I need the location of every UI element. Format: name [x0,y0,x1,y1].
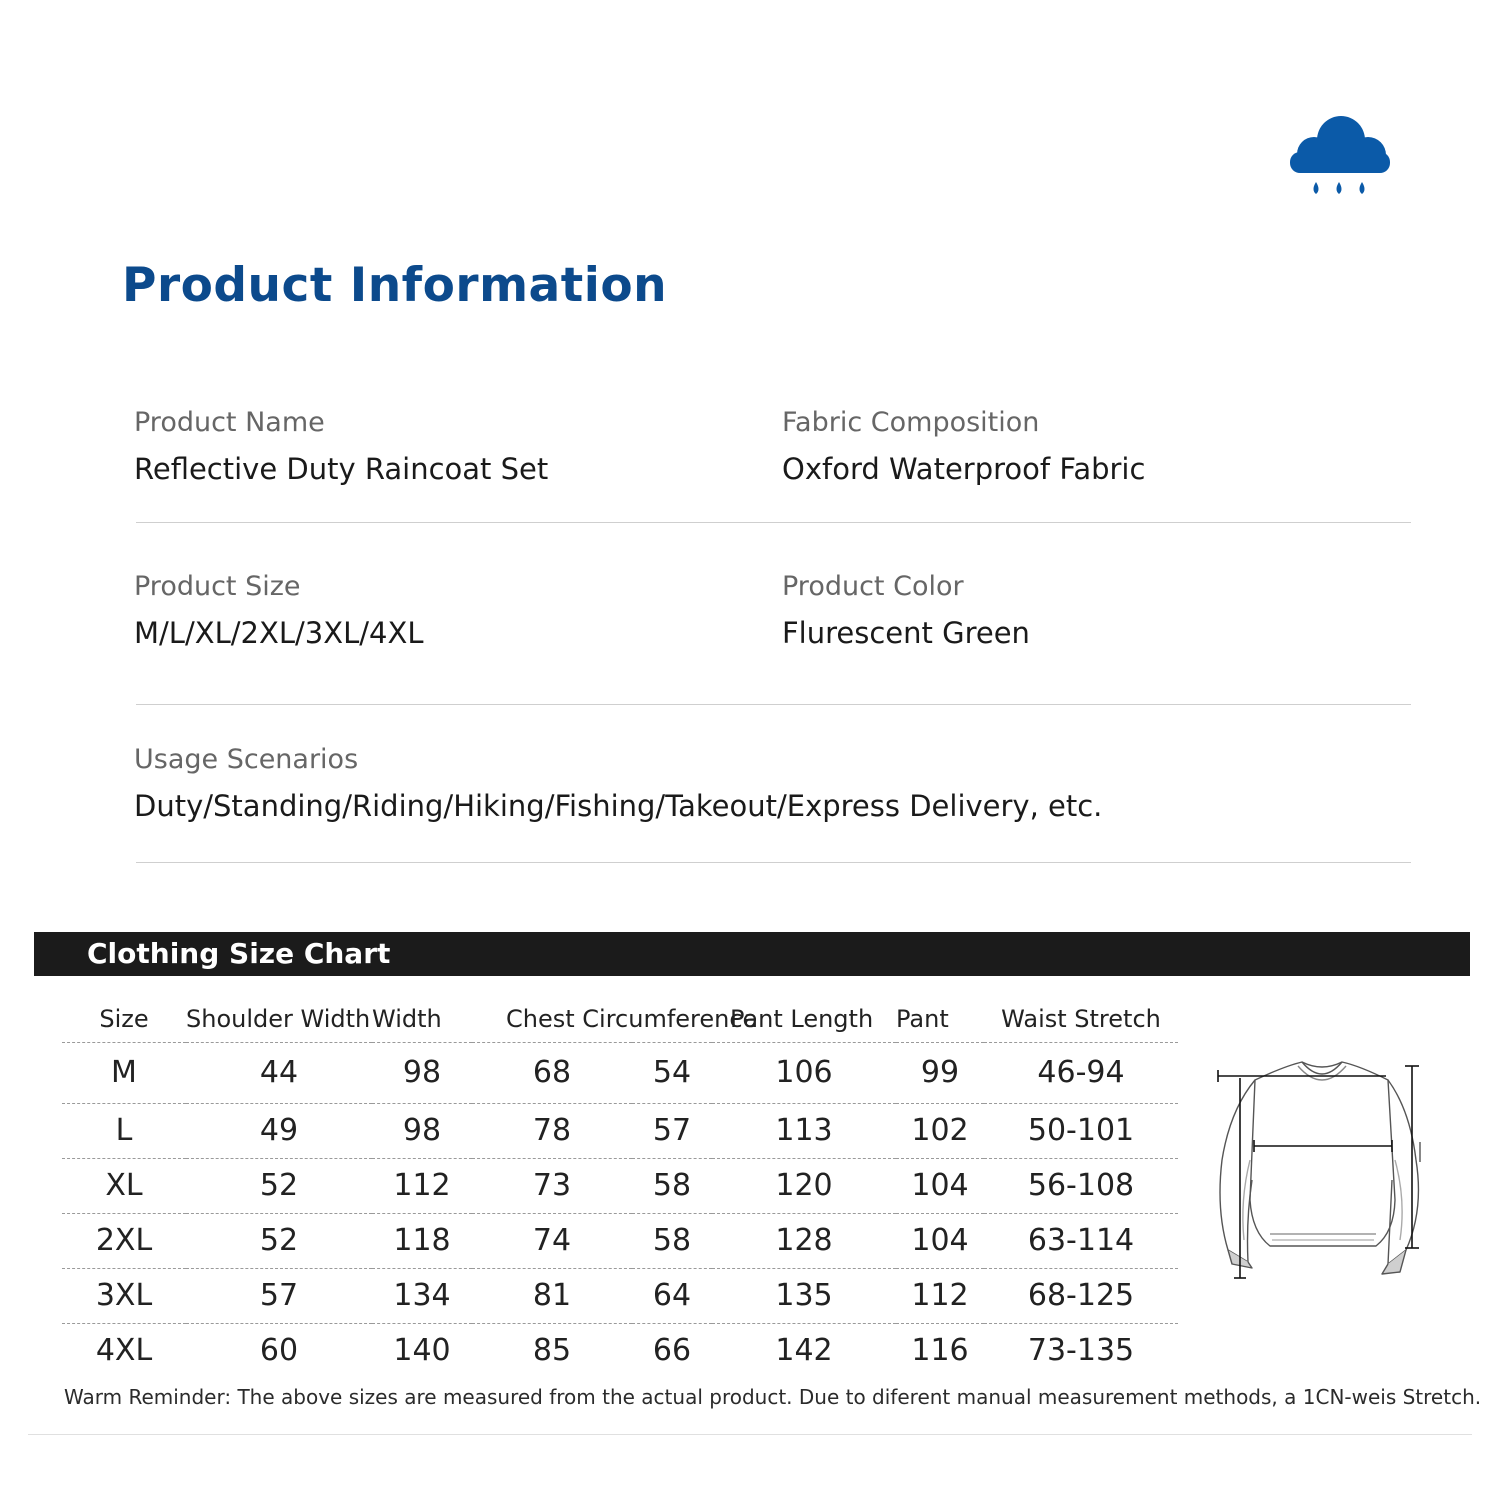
table-cell: 142 [775,1333,833,1369]
table-cell: 64 [632,1268,712,1323]
size-chart-header-bar [34,932,1470,976]
table-cell: 78 [472,1103,632,1158]
product-name-field [134,407,548,486]
table-cell: 56-108 [984,1158,1178,1213]
column-header-pant-length: Pant Length [712,996,896,1042]
table-row [62,1158,1178,1213]
table-cell: 60 [259,1333,299,1369]
table-cell: 118 [372,1213,472,1268]
table-cell: 120 [712,1158,896,1213]
table-row [62,1213,1178,1268]
divider [28,1434,1472,1435]
product-color-field [782,571,1030,650]
product-size-value: M/L/XL/2XL/3XL/4XL [134,616,424,650]
table-cell: 66 [652,1333,692,1369]
column-header-shoulder-width: Shoulder Width [186,996,372,1042]
table-cell: 44 [186,1042,372,1103]
warm-reminder-note: Warm Reminder: The above sizes are measured from the actual product. Due to diferent manual measurement methods, a 1CN-weis Stretch. [64,1385,1482,1409]
table-cell: 98 [372,1042,472,1103]
column-header-waist-stretch: Waist Stretch [984,996,1178,1042]
table-cell: 140 [393,1333,451,1369]
divider [136,862,1411,863]
usage-scenarios-label: Usage Scenarios [134,744,359,775]
table-cell: 4XL [95,1333,153,1369]
product-color-value: Flurescent Green [782,616,1030,650]
fabric-composition-label: Fabric Composition [782,407,1040,438]
size-chart-title: Clothing Size Chart [87,937,391,970]
table-cell: 3XL [62,1268,186,1323]
column-header-size: Size [62,996,186,1042]
table-cell: 102 [896,1103,984,1158]
table-cell: 134 [372,1268,472,1323]
table-cell: 135 [712,1268,896,1323]
table-cell: 68-125 [984,1268,1178,1323]
table-cell: 81 [472,1268,632,1323]
table-cell: 112 [372,1158,472,1213]
table-cell: L [62,1103,186,1158]
table-cell: 57 [632,1103,712,1158]
table-cell: 113 [712,1103,896,1158]
table-cell: 58 [632,1158,712,1213]
column-header-chest-circumference: Chest Circumference [472,996,712,1042]
product-size-label: Product Size [134,571,301,602]
table-cell: 52 [186,1158,372,1213]
divider [136,522,1411,523]
product-color-label: Product Color [782,571,964,602]
table-cell: 112 [896,1268,984,1323]
product-name-value: Reflective Duty Raincoat Set [134,452,549,486]
table-cell: 104 [896,1213,984,1268]
product-name-label: Product Name [134,407,325,438]
table-cell: 104 [896,1158,984,1213]
table-cell: 99 [896,1042,984,1103]
table-row [62,1103,1178,1158]
table-row [62,1323,1178,1378]
table-cell: 116 [911,1333,969,1369]
table-cell: 85 [532,1333,572,1369]
table-cell: 73 [472,1158,632,1213]
table-cell: 58 [632,1213,712,1268]
fabric-composition-field [782,407,1145,486]
table-row [62,1042,1178,1103]
sweatshirt-measurement-icon [1210,1050,1435,1282]
table-cell: 74 [472,1213,632,1268]
table-cell: 98 [372,1103,472,1158]
table-cell: 50-101 [984,1103,1178,1158]
column-header-pant: Pant [896,996,984,1042]
table-cell: 128 [712,1213,896,1268]
size-table [62,996,1178,1378]
table-cell: 57 [186,1268,372,1323]
page-title: Product Information [122,258,668,313]
table-cell: 46-94 [984,1042,1178,1103]
rain-cloud-icon [1286,114,1392,202]
table-cell: XL [62,1158,186,1213]
usage-scenarios-field [134,744,1102,823]
table-cell: 49 [186,1103,372,1158]
table-cell: 68 [472,1042,632,1103]
product-size-field [134,571,423,650]
fabric-composition-value: Oxford Waterproof Fabric [782,452,1146,486]
column-header-width: Width [372,996,472,1042]
table-cell: 54 [632,1042,712,1103]
table-cell: 52 [186,1213,372,1268]
table-row [62,1268,1178,1323]
table-header-row [62,996,1178,1042]
table-cell: 63-114 [984,1213,1178,1268]
table-cell: M [62,1042,186,1103]
table-cell: 106 [712,1042,896,1103]
table-cell: 73-135 [1027,1333,1135,1369]
divider [136,704,1411,705]
usage-scenarios-value: Duty/Standing/Riding/Hiking/Fishing/Takeout/Express Delivery, etc. [134,789,1103,823]
table-cell: 2XL [62,1213,186,1268]
